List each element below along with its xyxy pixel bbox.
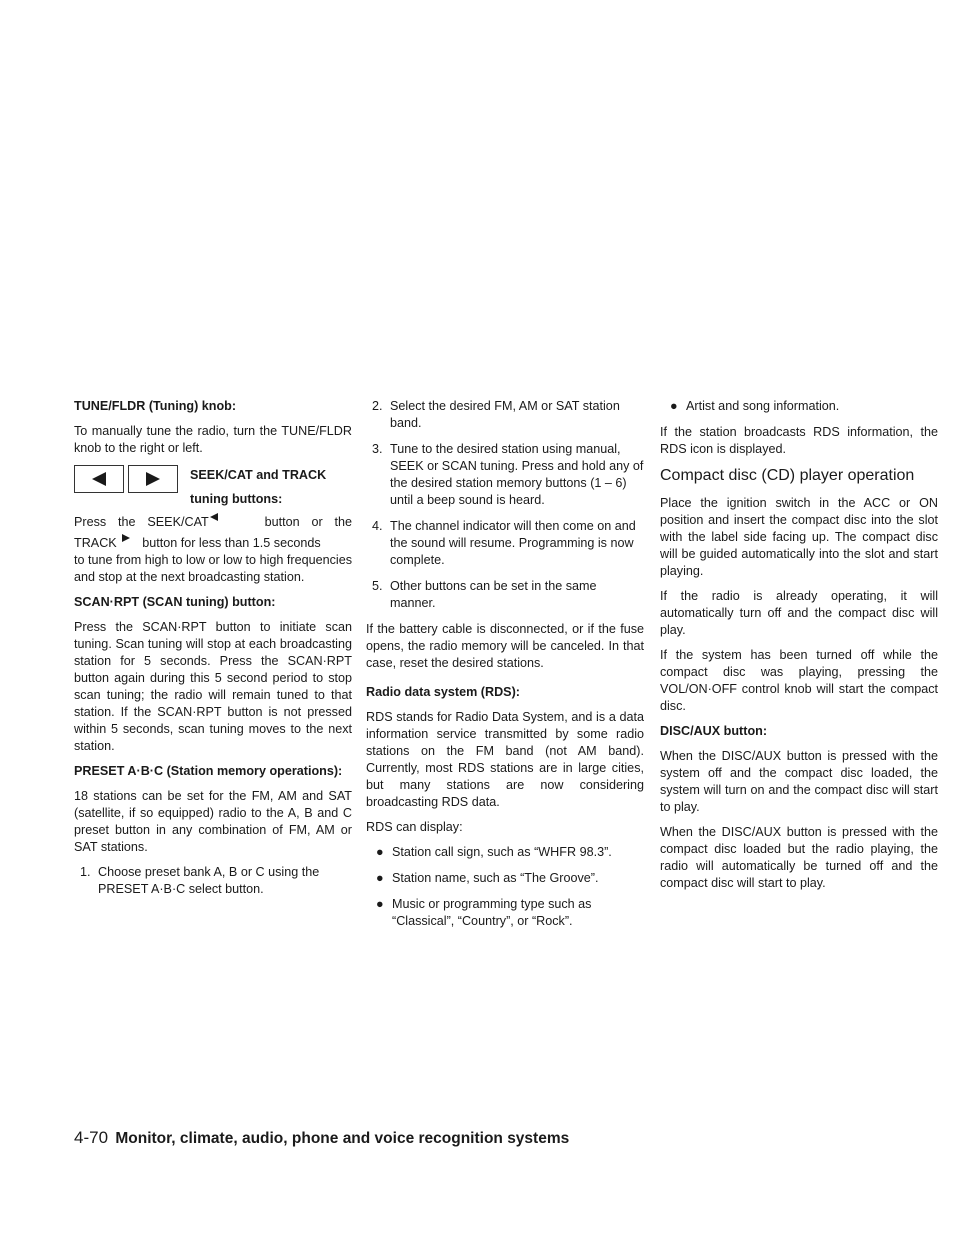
list-number: 3.	[372, 442, 383, 456]
list-item-text: Choose preset bank A, B or C using the PRESET A·B·C select button.	[98, 865, 320, 896]
bullet-icon: ●	[670, 399, 678, 413]
list-item	[366, 398, 644, 432]
list-number: 1.	[80, 865, 91, 879]
list-item-text: Artist and song information.	[686, 399, 840, 413]
page-footer	[74, 1128, 569, 1148]
rds-heading: Radio data system (RDS):	[366, 685, 520, 699]
seek-text	[74, 514, 352, 586]
page-number: 4-70	[74, 1128, 109, 1147]
battery-text: If the battery cable is disconnected, or if the fuse opens, the radio memory will be canceled. In that case, reset the desired stations.	[366, 622, 644, 670]
bullet-icon: ●	[376, 871, 384, 885]
disc-aux-text-2: When the DISC/AUX button is pressed with the compact disc loaded but the radio playing, the radio will automatically be turned off and the compact disc will start to play.	[660, 825, 938, 890]
rds-bullet-list	[366, 844, 644, 930]
seek-track-buttons-illustration	[74, 465, 182, 493]
list-number: 4.	[372, 519, 383, 533]
list-item	[366, 870, 644, 887]
list-item	[366, 578, 644, 612]
disc-aux-heading: DISC/AUX button:	[660, 724, 768, 738]
scan-heading: SCAN·RPT (SCAN tuning) button:	[74, 595, 276, 609]
bullet-icon: ●	[376, 897, 384, 911]
list-item	[366, 844, 644, 861]
preset-steps-list	[74, 864, 352, 898]
preset-steps-list-cont	[366, 398, 644, 612]
seek-track-heading-row	[74, 465, 352, 508]
list-item	[660, 398, 938, 415]
list-item-text: Tune to the desired station using manual, SEEK or SCAN tuning. Press and hold any of the desired station memory buttons (1 – 6) until a beep sound is heard.	[390, 442, 644, 507]
small-left-triangle-icon	[209, 512, 219, 522]
list-number: 5.	[372, 579, 383, 593]
seek-track-heading	[190, 465, 326, 508]
seek-button-illustration	[74, 465, 124, 493]
list-item	[74, 864, 352, 898]
seek-text-rest: to tune from high to low or low to high frequencies and stop at the next broadcasting station.	[74, 553, 352, 584]
column-2	[366, 398, 644, 939]
rds-bullet-list-cont	[660, 398, 938, 415]
seek-text-line1	[74, 514, 352, 531]
list-item-text: Station call sign, such as “WHFR 98.3”.	[392, 845, 612, 859]
track-text-part-a: TRACK	[74, 536, 117, 550]
list-item-text: Select the desired FM, AM or SAT station band.	[390, 399, 620, 430]
rds-text: RDS stands for Radio Data System, and is a data information service transmitted by some radio stations on the FM band (not AM band). Currently, most RDS stations are in large cities, but many stations are now considering broadcasting RDS data.	[366, 710, 644, 809]
tune-heading: TUNE/FLDR (Tuning) knob:	[74, 399, 237, 413]
seek-text-line2	[74, 535, 352, 552]
disc-aux-text-1: When the DISC/AUX button is pressed with the system off and the compact disc loaded, the system will turn on and the compact disc will start to play.	[660, 749, 938, 814]
preset-heading: PRESET A·B·C (Station memory operations):	[74, 764, 343, 778]
bullet-icon: ●	[376, 845, 384, 859]
list-item	[366, 896, 644, 930]
cd-heading: Compact disc (CD) player operation	[660, 467, 915, 484]
column-3	[660, 398, 938, 900]
tune-text: To manually tune the radio, turn the TUNE/FLDR knob to the right or left.	[74, 424, 352, 455]
small-right-triangle-icon	[121, 533, 131, 543]
section-title: Monitor, climate, audio, phone and voice recognition systems	[115, 1130, 570, 1147]
right-triangle-icon	[145, 472, 161, 486]
rds-can-display: RDS can display:	[366, 820, 463, 834]
list-item-text: Station name, such as “The Groove”.	[392, 871, 599, 885]
preset-text: 18 stations can be set for the FM, AM and SAT (satellite, if so equipped) radio to the A, B and C preset button in any combination of FM, AM or SAT stations.	[74, 789, 352, 854]
seek-title-line2: tuning buttons:	[190, 492, 283, 506]
seek-text-part-b: button or the	[264, 515, 352, 529]
track-text-part-b: button for less than 1.5 seconds	[142, 536, 321, 550]
list-item-text: The channel indicator will then come on and the sound will resume. Programming is now complete.	[390, 519, 636, 567]
cd-text-1: Place the ignition switch in the ACC or ON position and insert the compact disc into the slot with the label side facing up. The compact disc will be guided automatically into the slot and start playing.	[660, 496, 938, 578]
list-item-text: Music or programming type such as “Classical”, “Country”, or “Rock”.	[392, 897, 592, 928]
column-1	[74, 398, 352, 907]
scan-text: Press the SCAN·RPT button to initiate scan tuning. Scan tuning will stop at each broadcasting station for 5 seconds. Press the SCAN·RPT button again during this 5 second period to stop scan tuning; the radio will remain tuned to that station. If the SCAN·RPT button is not pressed within 5 seconds, scan tuning moves to the next station.	[74, 620, 352, 753]
list-item-text: Other buttons can be set in the same manner.	[390, 579, 597, 610]
seek-title-line1: SEEK/CAT and TRACK	[190, 468, 327, 482]
cd-text-3: If the system has been turned off while the compact disc was playing, pressing the VOL/ON·OFF control knob will start the compact disc.	[660, 648, 938, 713]
track-button-illustration	[128, 465, 178, 493]
left-triangle-icon	[91, 472, 107, 486]
list-item	[366, 441, 644, 509]
list-number: 2.	[372, 399, 383, 413]
cd-text-2: If the radio is already operating, it will automatically turn off and the compact disc will play.	[660, 589, 938, 637]
list-item	[366, 518, 644, 569]
seek-text-part-a: Press the SEEK/CAT	[74, 515, 209, 529]
rds-icon-text: If the station broadcasts RDS information, the RDS icon is displayed.	[660, 425, 938, 456]
